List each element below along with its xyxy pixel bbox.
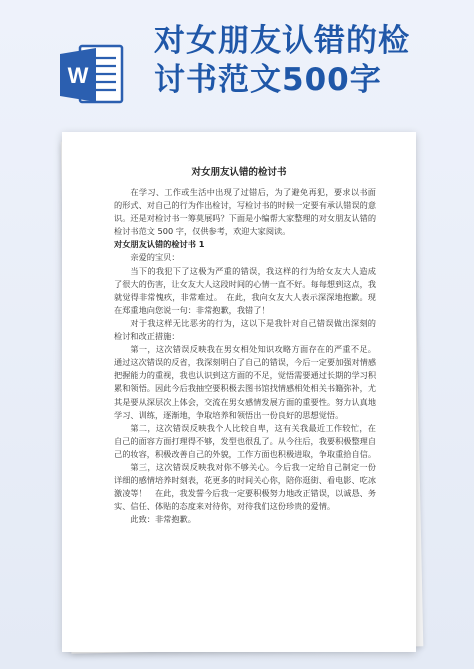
body-paragraph: 第二，这次错误反映我个人比较自卑，这有关我最近工作较忙，在自己的面容方面打理得不够，发型也很乱了。从今往后，我要积极整理自己的妆容，积极改善自己的外貌，工作方面也积极进取，争取重拾自信。	[114, 422, 377, 459]
word-document-icon	[58, 40, 126, 108]
body-paragraph: 第一，这次错误反映我在男女相处知识攻略方面存在的严重不足。通过这次错误的反省，我深刻明白了自己的错误，今后一定要加强对情感把握能力的重视，我也认识到这方面的不足，觉悟需要通过长期的学习积累和领悟。因此今后我抽空要积极去图书馆找情感相处相关书籍弥补，尤其是要从深层次上体会，交流在男女感情发展方面的重要性。努力认真地学习、训练，逐渐地，争取培养和领悟出一份良好的思想觉悟。	[114, 344, 377, 420]
body-paragraph: 亲爱的宝贝：	[130, 252, 180, 263]
body-paragraph: 在学习、工作或生活中出现了过错后，为了避免再犯，要求以书面的形式、对自己的行为作出检讨，写检讨书的时候一定要有承认错误的意识。还是对检讨书一筹莫展吗？下面是小编帮大家整理的对女朋友认错的检讨书范文 500 字，仅供参考，欢迎大家阅读。	[114, 187, 377, 237]
banner-title-line-1: 对女朋友认错的检	[154, 23, 410, 59]
body-paragraph: 此致：非常抱歉。	[130, 514, 196, 525]
banner-title-line-2: 讨书范文500字	[154, 62, 382, 98]
body-paragraph: 对于我这样无比恶劣的行为，这以下是我针对自己错误做出深刻的检讨和改正措施：	[114, 317, 376, 342]
banner	[0, 0, 474, 112]
body-paragraph: 当下的我犯下了这极为严重的错误，我这样的行为给女友大人造成了很大的伤害，让女友大人这段时间的心情一直不好。每每想到这点，我就觉得非常愧疚，非常难过。 在此，我向女友大人表示深深地抱歉。现在郑重地向您说一句：非常抱歉，我错了！	[114, 265, 377, 315]
section-heading: 对女朋友认错的检讨书 1	[114, 239, 205, 250]
body-paragraph: 第三，这次错误反映我对你不够关心。今后我一定给自己制定一份详细的感情培养时刻表，花更多的时间关心你，陪你逛街、看电影、吃冰激凌等！ 在此，我发誓今后我一定要积极努力地改正错误，以诚恳、务实、信任、体贴的态度来对待你，对待我们这份珍贵的爱情。	[114, 461, 377, 512]
word-icon-letter: W	[67, 63, 89, 88]
banner-title	[154, 22, 464, 100]
document-body	[114, 186, 376, 526]
document-title: 对女朋友认错的检讨书	[191, 167, 287, 178]
document-page	[62, 132, 416, 652]
